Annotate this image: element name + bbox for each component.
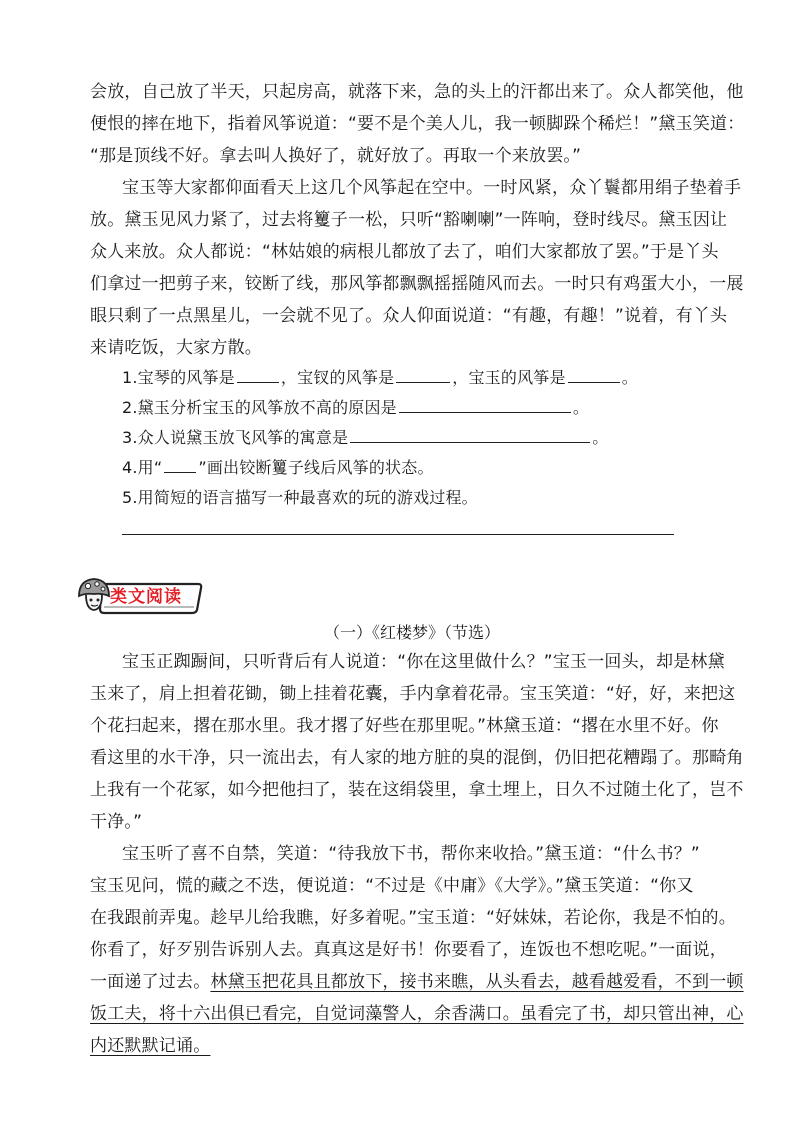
question-1-text-d: 。 [621, 368, 638, 387]
answer-line-q5[interactable] [122, 534, 674, 535]
passage2-line-10: 你看了，好歹别告诉别人去。真真这是好书！你要看了，连饭也不想吃呢。”一面说， [90, 940, 727, 960]
answer-blank-q3[interactable] [350, 424, 590, 443]
question-3-text-b: 。 [592, 428, 609, 447]
passage1-line-6: 众人来放。众人都说：“林姑娘的病根儿都放了去了，咱们大家都放了罢。”于是丫头 [90, 242, 719, 262]
passage1-line-7: 们拿过一把剪子来，铰断了线，那风筝都飘飘摇摇随风而去。一时只有鸡蛋大小，一展 [90, 274, 744, 294]
passage2-line-8: 宝玉见问，慌的藏之不迭，便说道：“不过是《中庸》《大学》。”黛玉笑道：“你又 [90, 876, 694, 896]
passage2-line-7: 宝玉听了喜不自禁，笑道：“待我放下书，帮你来收拾。”黛玉道：“什么书？” [122, 844, 700, 864]
answer-blank-baoqin[interactable] [237, 364, 279, 383]
answer-blank-baochai[interactable] [396, 364, 450, 383]
question-4-text-b: ”画出铰断籰子线后风筝的状态。 [198, 458, 434, 477]
passage2-line-13 [90, 1032, 710, 1060]
passage2-line-2: 玉来了，肩上担着花锄，锄上挂着花囊，手内拿着花帚。宝玉笑道：“好，好，来把这 [90, 684, 736, 704]
passage1-line-1: 会放，自己放了半天，只起房高，就落下来，急的头上的汗都出来了。众人都笑他，他 [90, 82, 744, 102]
question-4-text-a: 4.用“ [122, 458, 163, 477]
section-title: （一）《红楼梦》（节选） [323, 623, 500, 642]
passage1-line-9: 来请吃饭，大家方散。 [90, 338, 262, 358]
passage2-line-6: 干净。” [90, 812, 143, 832]
passage2-line-3: 个花扫起来，撂在那水里。我才撂了好些在那里呢。”林黛玉道：“撂在水里不好。你 [90, 716, 719, 736]
passage1-line-5: 放。黛玉见风力紧了，过去将籰子一松，只听“豁喇喇”一阵响，登时线尽。黛玉因让 [90, 210, 728, 230]
passage2-line-4: 看这里的水干净，只一流出去，有人家的地方脏的臭的混倒，仍旧把花糟蹋了。那畸角 [90, 748, 744, 768]
underlined-sentence-middle: 饭工夫，将十六出俱已看完，自觉词藻警人，余香满口。虽看完了书，却只管出神，心 [90, 1004, 744, 1024]
question-2-text-a: 2.黛玉分析宝玉的风筝放不高的原因是 [122, 398, 397, 417]
question-1 [122, 364, 742, 392]
passage2-line-1: 宝玉正踟蹰间，只听背后有人说道：“你在这里做什么？”宝玉一回头，却是林黛 [122, 652, 725, 672]
answer-blank-q2[interactable] [399, 394, 571, 413]
question-1-text-a: 1.宝琴的风筝是 [122, 368, 235, 387]
passage2-line-5: 上我有一个花冢，如今把他扫了，装在这绢袋里，拿土埋上，日久不过随土化了，岂不 [90, 780, 744, 800]
question-4 [122, 454, 742, 482]
passage1-line-3: “那是顶线不好。拿去叫人换好了，就好放了。再取一个来放罢。” [90, 146, 582, 166]
section-badge [76, 576, 204, 616]
passage1-line-2: 便恨的摔在地下，指着风筝说道：“要不是个美人儿，我一顿脚跺个稀烂！”黛玉笑道： [90, 114, 745, 134]
passage1-line-4: 宝玉等大家都仰面看天上这几个风筝起在空中。一时风紧，众丫鬟都用绢子垫着手 [122, 178, 742, 198]
question-5: 5.用简短的语言描写一种最喜欢的玩的游戏过程。 [122, 488, 478, 507]
question-2-text-b: 。 [572, 398, 590, 417]
question-3-text-a: 3.众人说黛玉放飞风筝的寓意是 [122, 428, 349, 447]
question-2 [122, 394, 742, 422]
passage2-line-9: 在我跟前弄鬼。趁早儿给我瞧，好多着呢。”宝玉道：“好妹妹，若论你，我是不怕的。 [90, 908, 736, 928]
underlined-sentence-start: 林黛玉把花具且都放下，接书来瞧，从头看去，越看越爱看，不到一顿 [210, 972, 744, 992]
badge-label: 类文阅读 [110, 587, 182, 607]
answer-blank-baoyu[interactable] [568, 364, 620, 383]
passage2-line-11 [90, 968, 744, 996]
question-1-text-c: ，宝玉的风筝是 [452, 368, 566, 387]
answer-blank-q4-marker [164, 454, 196, 473]
question-3 [122, 424, 742, 452]
question-1-text-b: ，宝钗的风筝是 [280, 368, 395, 387]
passage2-line-11-plain: 一面递了过去。 [90, 972, 211, 992]
passage1-line-8: 眼只剩了一点黑星儿，一会就不见了。众人仰面说道：“有趣，有趣！”说着，有丫头 [90, 306, 728, 326]
underlined-sentence-end: 内还默默记诵。 [90, 1036, 211, 1056]
